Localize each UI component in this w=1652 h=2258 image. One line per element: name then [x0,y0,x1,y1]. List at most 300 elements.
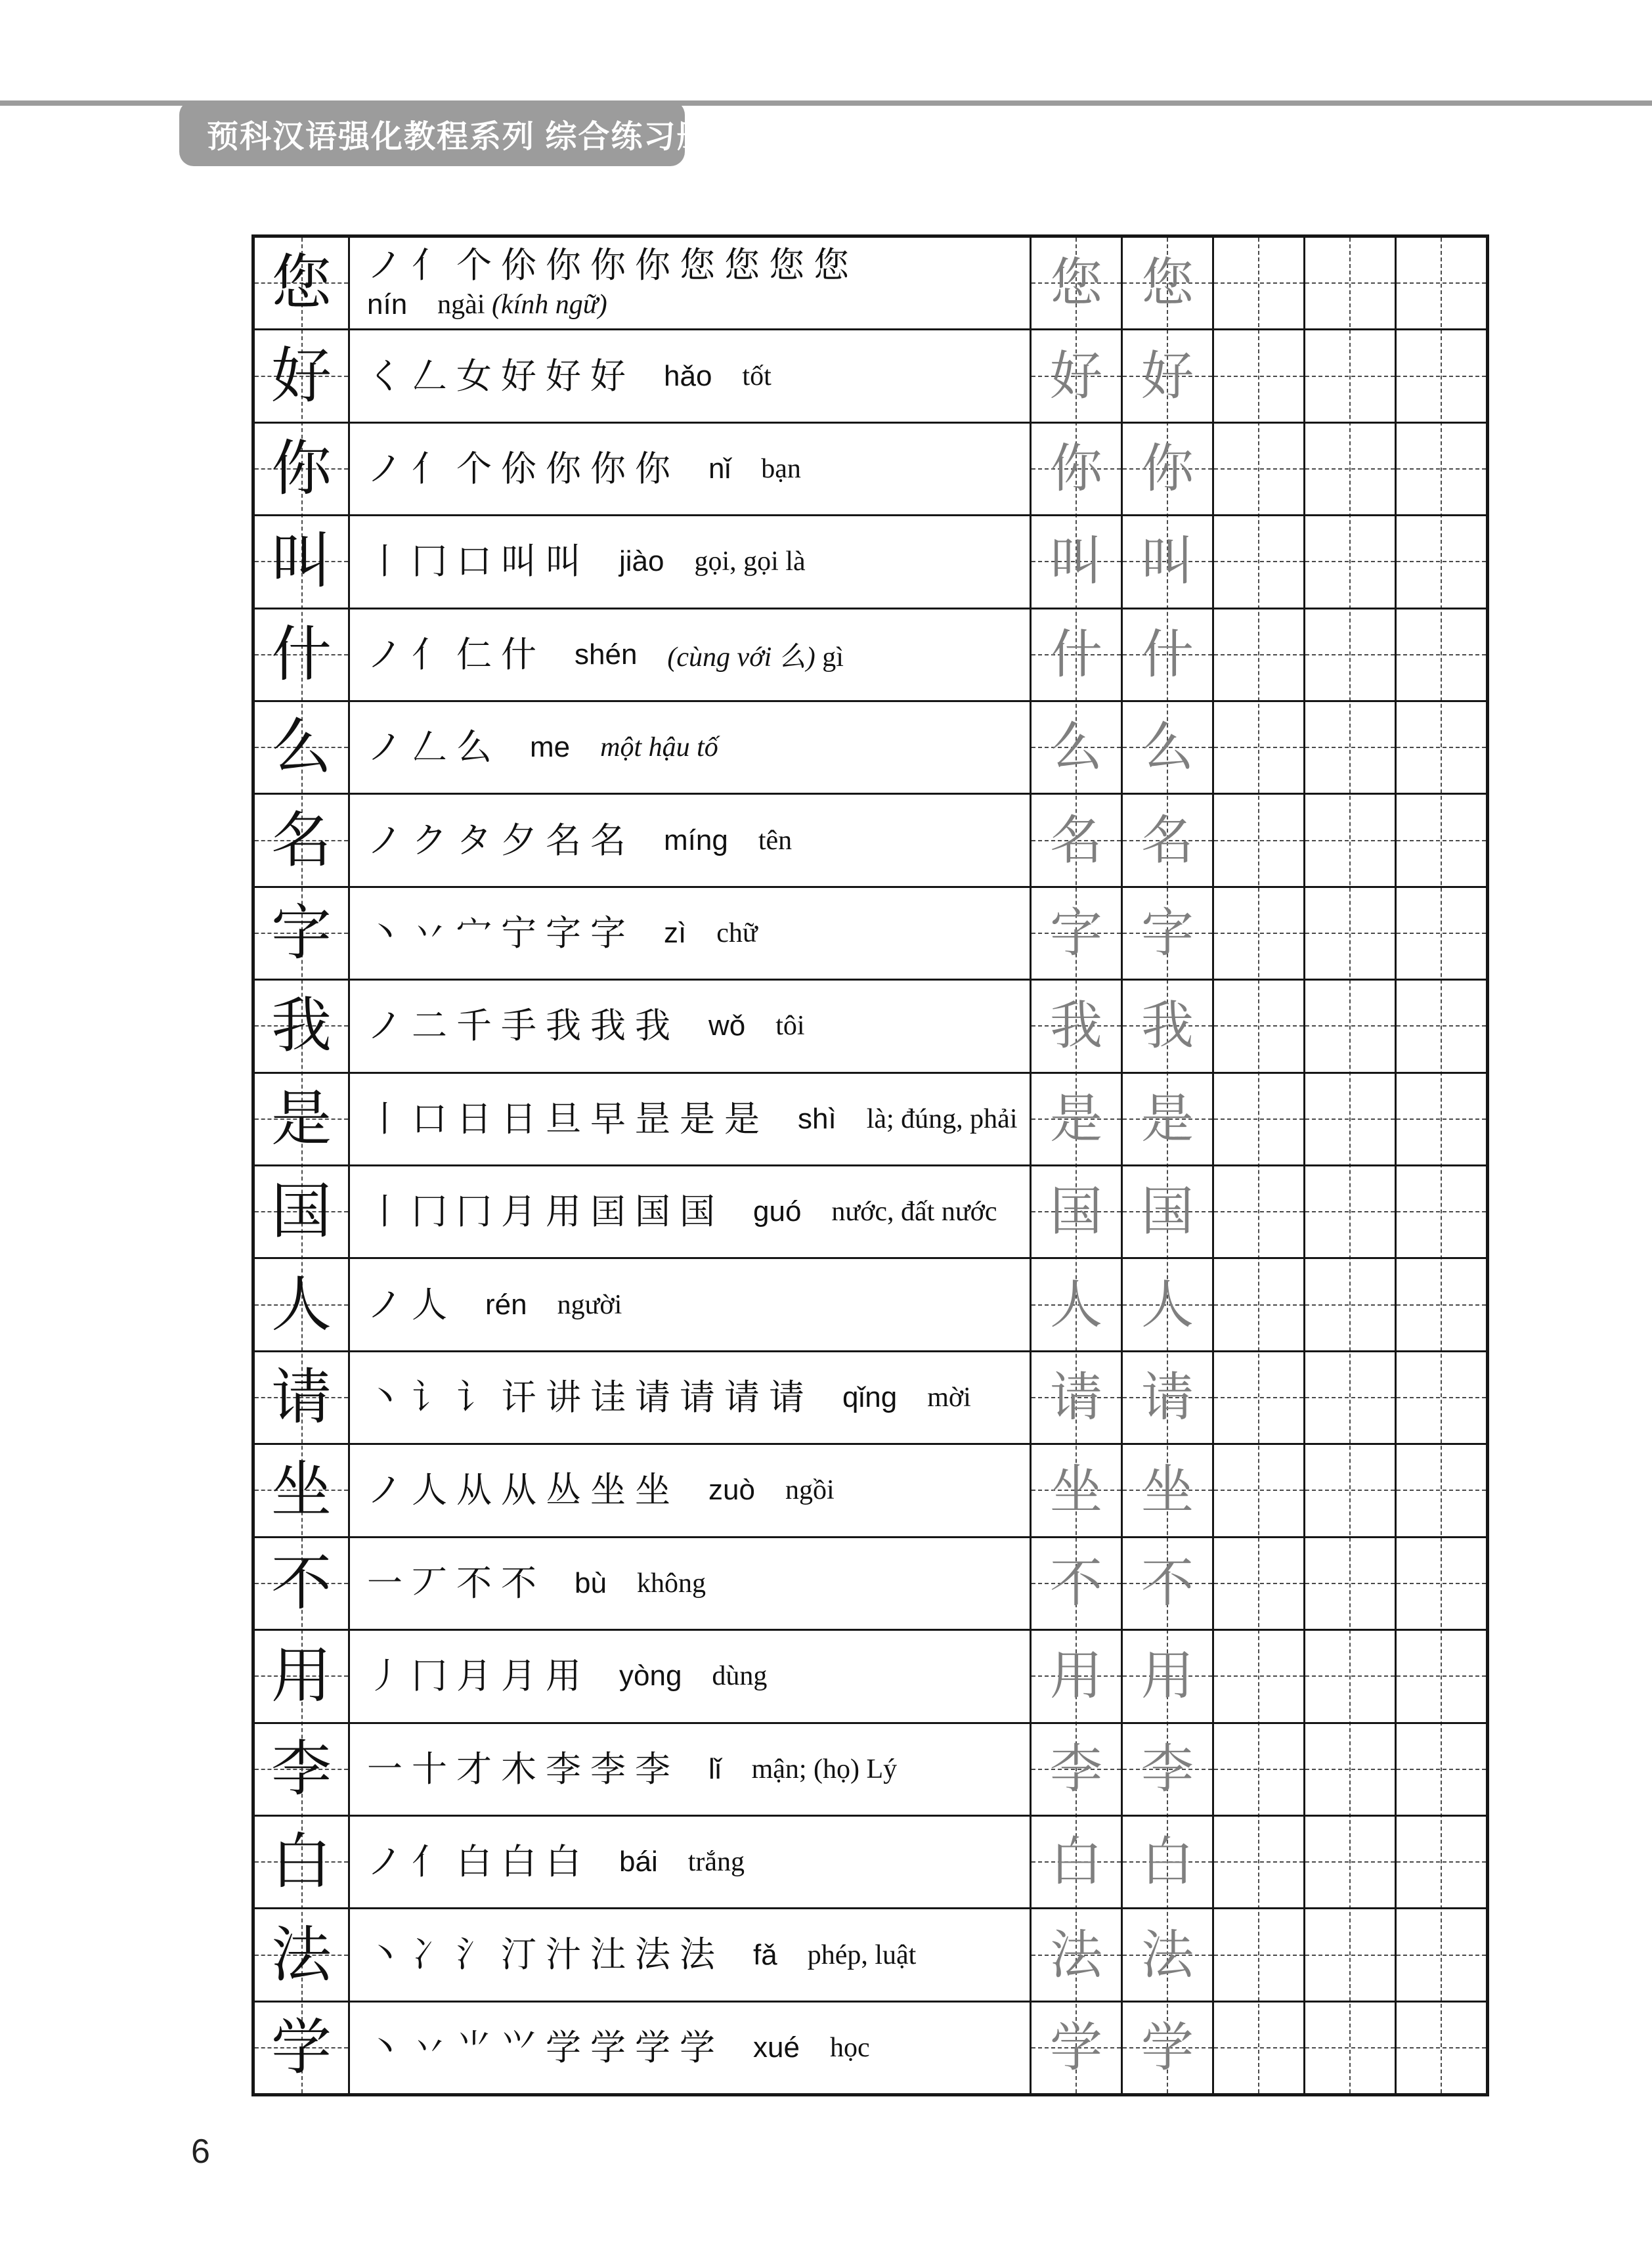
meaning [775,1010,804,1042]
meaning [831,1196,997,1228]
stroke-order-sequence [367,1934,1030,1975]
practice-box [1395,702,1486,793]
stroke-order-step: 讠 [412,1377,447,1419]
stroke-order-step: 是 [680,1097,715,1140]
page-number: 6 [191,2133,210,2171]
stroke-order-step: 丶 [367,1934,402,1976]
meaning [667,635,844,675]
character-headword: 是 [271,1083,332,1154]
trace-character: 您 [1141,252,1194,314]
stroke-order-cell [348,2003,1030,2093]
trace-cell [1121,609,1212,700]
trace-character: 什 [1141,623,1194,685]
stroke-order-step: 亻 [412,633,447,675]
table-row [255,1815,1486,1907]
stroke-order-step: 字 [590,912,626,954]
stroke-order-step: 我 [546,1005,581,1047]
practice-box [1303,1352,1395,1443]
stroke-order-cell [348,1445,1030,1536]
meaning [752,1754,898,1785]
meaning [716,918,757,949]
headword-cell [255,2003,348,2093]
trace-cell [1030,424,1121,514]
table-row [255,1907,1486,2000]
trace-character: 么 [1050,717,1102,778]
stroke-order-cell [348,238,1030,328]
practice-box [1212,1445,1303,1536]
stroke-order-sequence [367,634,1030,675]
headword-cell [255,1445,348,1536]
stroke-order-step: 才 [456,1748,492,1790]
character-headword: 您 [271,248,332,319]
character-headword: 法 [271,1919,332,1990]
trace-cell [1030,1817,1121,1907]
practice-box [1303,2003,1395,2093]
stroke-order-step: 叫 [546,541,581,583]
practice-box [1395,1074,1486,1164]
stroke-order-cell [348,1909,1030,2000]
trace-character: 我 [1050,995,1102,1057]
trace-character: 学 [1050,2016,1102,2078]
stroke-order-step: 𠃋 [412,726,447,768]
trace-character: 李 [1141,1738,1194,1800]
stroke-order-step: 囯 [590,1191,626,1233]
practice-box [1212,1352,1303,1443]
stroke-order-step: 十 [412,1748,447,1790]
table-row [255,1536,1486,1629]
practice-box [1212,1538,1303,1629]
stroke-order-step: 冂 [412,1191,447,1233]
meaning [927,1382,971,1413]
stroke-order-step: 学 [546,2026,581,2068]
meaning-segment: tên [758,825,793,856]
stroke-order-cell [348,1724,1030,1815]
trace-cell [1030,981,1121,1071]
trace-character: 字 [1141,902,1194,964]
practice-box [1303,1724,1395,1815]
stroke-order-step: 我 [590,1005,626,1047]
stroke-order-step: 个 [456,447,492,489]
character-headword: 李 [271,1733,332,1804]
practice-box [1303,424,1395,514]
trace-character: 你 [1141,438,1194,500]
trace-character: 么 [1141,717,1194,778]
stroke-order-step: 冂 [456,1191,492,1233]
meaning-segment: bạn [761,454,801,485]
practice-box [1303,1445,1395,1536]
character-headword: 不 [271,1547,332,1618]
stroke-order-step: 字 [546,912,581,954]
stroke-order-step: ノ [367,244,402,286]
table-row [255,793,1486,885]
stroke-order-cell [348,1817,1030,1907]
stroke-order-cell [348,795,1030,885]
trace-character: 法 [1050,1924,1102,1985]
meaning [712,1660,767,1692]
trace-cell [1121,1074,1212,1164]
stroke-order-sequence [367,1377,1030,1418]
stroke-order-sequence [367,1470,1030,1511]
stroke-order-step: 丨 [367,541,402,583]
character-headword: 学 [271,2012,332,2083]
character-practice-table [251,234,1489,2096]
stroke-order-step: 国 [680,1191,715,1233]
trace-cell [1030,1631,1121,1721]
meaning-segment: ngồi [785,1475,835,1506]
stroke-order-sequence [367,2027,1030,2068]
stroke-order-step: 昰 [635,1097,670,1140]
stroke-order-sequence [367,245,1030,286]
stroke-order-sequence [367,727,1030,768]
practice-box [1395,1817,1486,1907]
meaning [742,361,771,392]
stroke-order-step: 你 [546,447,581,489]
trace-character: 坐 [1050,1459,1102,1521]
stroke-order-step: ク [412,819,447,861]
stroke-order-step: 丶 [367,1377,402,1419]
meaning-segment: mận; (họ) Lý [751,1754,898,1784]
headword-cell [255,1352,348,1443]
trace-cell [1030,1352,1121,1443]
practice-box [1303,1538,1395,1629]
meaning-segment: mời [927,1383,971,1413]
trace-cell [1030,1259,1121,1350]
pinyin: bù [575,1566,607,1599]
meaning [557,1289,622,1321]
table-row [255,514,1486,607]
meaning [637,1568,706,1599]
trace-character: 法 [1141,1924,1194,1985]
meaning-segment: tôi [775,1011,805,1042]
stroke-order-step: 手 [501,1005,536,1047]
stroke-order-step: 法 [680,1934,715,1976]
stroke-order-step: 学 [680,2026,715,2068]
pinyin: fǎ [753,1938,777,1971]
headword-cell [255,1259,348,1350]
table-row [255,1257,1486,1350]
table-row [255,422,1486,514]
practice-box [1395,609,1486,700]
stroke-order-sequence [367,1563,1030,1604]
meaning-segment: là; đúng, phải [866,1103,1018,1134]
trace-cell [1121,516,1212,607]
stroke-order-step: 月 [501,1655,536,1697]
stroke-order-step: 仁 [456,633,492,675]
table-row [255,1629,1486,1721]
stroke-order-cell [348,1074,1030,1164]
headword-cell [255,702,348,793]
practice-box [1303,795,1395,885]
table-row [255,328,1486,421]
headword-cell [255,1631,348,1721]
practice-box [1303,702,1395,793]
practice-box [1212,888,1303,979]
stroke-order-step: 汁 [546,1934,581,1976]
practice-box [1395,1166,1486,1257]
trace-cell [1030,1909,1121,2000]
practice-box [1212,1631,1303,1721]
trace-cell [1030,2003,1121,2093]
trace-cell [1030,888,1121,979]
stroke-order-cell [348,981,1030,1071]
practice-box [1395,1445,1486,1536]
headword-cell [255,1909,348,2000]
practice-box [1395,424,1486,514]
table-row [255,700,1486,793]
stroke-order-cell [348,424,1030,514]
stroke-order-step: 请 [680,1377,715,1419]
stroke-order-step: 李 [546,1748,581,1790]
stroke-order-step: ノ [367,726,402,768]
trace-character: 我 [1141,995,1194,1057]
trace-cell [1121,1259,1212,1350]
stroke-order-sequence [367,1749,1030,1790]
practice-box [1212,424,1303,514]
pinyin: shì [798,1102,837,1135]
practice-box [1303,1817,1395,1907]
stroke-order-step: 月 [456,1655,492,1697]
trace-character: 坐 [1141,1459,1194,1521]
stroke-order-step: 日 [501,1097,536,1140]
stroke-order-step: 从 [456,1469,492,1511]
trace-character: 什 [1050,623,1102,685]
stroke-order-step: 学 [590,2026,626,2068]
stroke-order-step: 月 [501,1191,536,1233]
trace-cell [1121,981,1212,1071]
trace-character: 叫 [1050,531,1102,592]
practice-box [1303,981,1395,1071]
meaning [437,289,607,321]
pinyin: jiào [619,545,664,578]
character-headword: 好 [271,340,332,411]
stroke-order-cell [348,1538,1030,1629]
headword-cell [255,609,348,700]
trace-cell [1030,702,1121,793]
trace-cell [1121,330,1212,421]
practice-box [1303,1166,1395,1257]
reading-line [367,288,1030,321]
meaning-segment: gọi, gọi là [694,546,806,577]
stroke-order-cell [348,516,1030,607]
stroke-order-step: ノ [367,1005,402,1047]
pinyin: zuò [708,1474,755,1507]
stroke-order-step: 讠 [456,1377,492,1419]
stroke-order-step: 请 [769,1377,804,1419]
trace-character: 学 [1141,2016,1194,2078]
meaning-segment: (kính ngữ) [491,290,607,321]
stroke-order-step: 丆 [412,1562,447,1604]
stroke-order-cell [348,1259,1030,1350]
headword-cell [255,1724,348,1815]
stroke-order-step: 是 [724,1097,760,1140]
practice-box [1395,330,1486,421]
character-headword: 你 [271,433,332,504]
pinyin: wǒ [708,1009,746,1042]
stroke-order-sequence [367,449,1030,489]
stroke-order-step: 丛 [546,1469,581,1511]
practice-box [1303,1909,1395,2000]
stroke-order-cell [348,330,1030,421]
meaning [867,1103,1018,1135]
stroke-order-step: 亻 [412,447,447,489]
stroke-order-sequence [367,1006,1030,1046]
practice-box [1212,981,1303,1071]
stroke-order-sequence [367,820,1030,861]
trace-cell [1121,1909,1212,2000]
practice-box [1303,1259,1395,1350]
character-headword: 我 [271,990,332,1061]
practice-box [1395,981,1486,1071]
practice-box [1212,795,1303,885]
stroke-order-step: 国 [635,1191,670,1233]
pinyin: shén [575,638,638,671]
stroke-order-step: 您 [814,244,849,286]
stroke-order-step: 请 [724,1377,760,1419]
stroke-order-step: 丨 [367,1097,402,1140]
stroke-order-step: 您 [769,244,804,286]
meaning [761,453,801,485]
header-badge [179,100,739,166]
headword-cell [255,981,348,1071]
stroke-order-step: 讲 [546,1377,581,1419]
practice-box [1212,516,1303,607]
stroke-order-step: 木 [501,1748,536,1790]
stroke-order-sequence [367,541,1030,582]
header-title: 预科汉语强化教程系列 综合练习册 1 [207,119,739,154]
stroke-order-step: 𠃋 [412,355,447,397]
stroke-order-step: 人 [412,1283,447,1325]
stroke-order-step: 李 [590,1748,626,1790]
stroke-order-step: 名 [546,819,581,861]
trace-cell [1121,888,1212,979]
stroke-order-cell [348,609,1030,700]
practice-box [1303,238,1395,328]
stroke-order-step: 用 [546,1655,581,1697]
meaning-segment: dùng [712,1661,768,1692]
trace-character: 人 [1050,1273,1102,1335]
practice-box [1303,609,1395,700]
trace-cell [1030,1074,1121,1164]
character-headword: 请 [271,1362,332,1433]
pinyin: míng [664,824,728,856]
meaning-segment: phép, luật [807,1939,917,1970]
practice-box [1212,609,1303,700]
stroke-order-step: ノ [367,1469,402,1511]
meaning-segment: nước, đất nước [831,1197,997,1228]
pinyin: bái [619,1846,658,1878]
meaning [830,2032,870,2064]
stroke-order-step: 冂 [412,541,447,583]
headword-cell [255,424,348,514]
stroke-order-step: 伱 [501,447,536,489]
stroke-order-step: 叫 [501,541,536,583]
stroke-order-step: 你 [546,244,581,286]
stroke-order-step: 口 [456,541,492,583]
meaning-segment: tốt [742,361,772,391]
stroke-order-step: 丷 [412,912,447,954]
stroke-order-step: 千 [456,1005,492,1047]
practice-box [1212,1259,1303,1350]
practice-box [1212,330,1303,421]
stroke-order-step: タ [456,819,492,861]
trace-cell [1030,1166,1121,1257]
pinyin: zì [664,917,687,950]
trace-character: 字 [1050,902,1102,964]
table-row [255,886,1486,979]
trace-cell [1030,1724,1121,1815]
trace-cell [1121,1817,1212,1907]
stroke-order-sequence [367,913,1030,954]
pinyin: lǐ [708,1752,722,1785]
trace-character: 叫 [1141,531,1194,592]
table-row [255,1443,1486,1536]
practice-box [1395,516,1486,607]
stroke-order-sequence [367,1099,1030,1140]
headword-cell [255,1166,348,1257]
meaning-segment: gì [815,642,844,673]
stroke-order-step: 丨 [367,1191,402,1233]
stroke-order-step: 汀 [501,1934,536,1976]
table-row [255,608,1486,700]
stroke-order-cell [348,702,1030,793]
trace-character: 请 [1050,1367,1102,1428]
stroke-order-step: 早 [590,1097,626,1140]
practice-box [1303,516,1395,607]
trace-character: 好 [1141,345,1194,407]
stroke-order-step: 丿 [367,1655,402,1697]
stroke-order-step: 冫 [412,1934,447,1976]
headword-cell [255,1817,348,1907]
stroke-order-step: 么 [456,726,492,768]
stroke-order-step: 丷 [412,2026,447,2068]
character-headword: 人 [271,1269,332,1340]
character-headword: 什 [271,619,332,690]
practice-box [1395,1631,1486,1721]
stroke-order-step: ノ [367,819,402,861]
practice-box [1395,795,1486,885]
headword-cell [255,238,348,328]
stroke-order-step: 好 [590,355,626,397]
practice-box [1303,888,1395,979]
stroke-order-step: ノ [367,447,402,489]
character-headword: 名 [271,805,332,875]
pinyin: yòng [619,1660,682,1693]
stroke-order-step: 坐 [590,1469,626,1511]
stroke-order-step: 你 [635,447,670,489]
practice-box [1212,1724,1303,1815]
trace-cell [1121,1166,1212,1257]
practice-box [1395,238,1486,328]
stroke-order-step: 宁 [501,912,536,954]
stroke-order-step: 您 [680,244,715,286]
stroke-order-sequence [367,356,1030,397]
headword-cell [255,888,348,979]
character-headword: 用 [271,1641,332,1712]
practice-box [1212,702,1303,793]
stroke-order-step: 用 [546,1191,581,1233]
trace-cell [1030,1538,1121,1629]
pinyin: me [530,731,571,764]
meaning-segment: trắng [687,1847,745,1878]
headword-cell [255,1074,348,1164]
trace-character: 用 [1050,1645,1102,1707]
stroke-order-step: 亻 [412,1841,447,1883]
meaning [688,1846,745,1878]
stroke-order-step: 不 [501,1562,536,1604]
pinyin: guó [753,1195,802,1228]
stroke-order-step: 好 [501,355,536,397]
stroke-order-step: 讦 [501,1377,536,1419]
